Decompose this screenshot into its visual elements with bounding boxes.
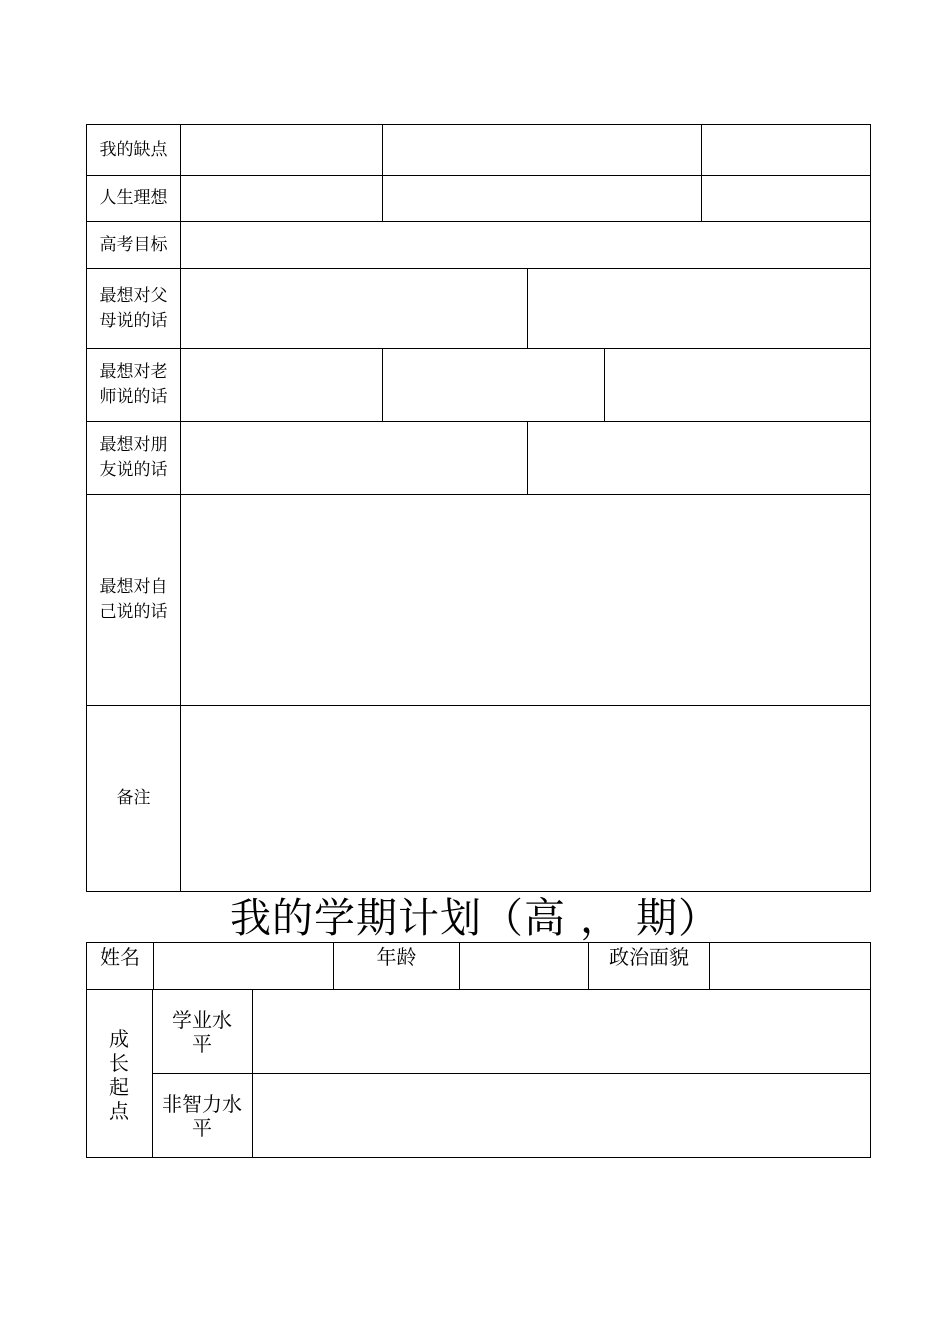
shortcomings-cell-3[interactable] bbox=[702, 125, 870, 175]
to-teachers-cell-3[interactable] bbox=[605, 349, 870, 421]
academic-level-field[interactable] bbox=[253, 990, 870, 1073]
to-friends-cell-2[interactable] bbox=[528, 422, 870, 494]
row-label-to-friends: 最想对朋友说的话 bbox=[99, 435, 168, 480]
academic-level-label: 学业水平 bbox=[172, 1008, 232, 1056]
table-border bbox=[86, 1157, 871, 1158]
shortcomings-cell-2[interactable] bbox=[383, 125, 701, 175]
age-label: 年龄 bbox=[376, 945, 417, 969]
row-label-to-teachers: 最想对老师说的话 bbox=[99, 362, 168, 407]
remarks-cell[interactable] bbox=[181, 706, 870, 891]
name-label: 姓名 bbox=[100, 945, 140, 969]
to-friends-cell-1[interactable] bbox=[181, 422, 527, 494]
table-border bbox=[152, 989, 153, 1158]
exam-goal-cell[interactable] bbox=[181, 222, 870, 268]
non-intellectual-level-label: 非智力水平 bbox=[162, 1092, 242, 1140]
to-parents-cell-1[interactable] bbox=[181, 269, 527, 348]
life-ideal-cell-1[interactable] bbox=[181, 176, 382, 221]
semester-plan-title: 我的学期计划（高 ， 期） bbox=[229, 894, 721, 942]
life-ideal-cell-2[interactable] bbox=[383, 176, 701, 221]
age-field[interactable] bbox=[460, 943, 588, 989]
non-intellectual-level-field[interactable] bbox=[253, 1074, 870, 1157]
table-border bbox=[86, 891, 871, 892]
row-label-life-ideal: 人生理想 bbox=[99, 188, 168, 208]
political-status-label: 政治面貌 bbox=[609, 945, 689, 969]
table-border bbox=[870, 942, 871, 1158]
row-label-exam-goal: 高考目标 bbox=[99, 234, 168, 255]
table-border bbox=[870, 124, 871, 892]
row-label-to-parents: 最想对父母说的话 bbox=[99, 285, 168, 331]
to-parents-cell-2[interactable] bbox=[528, 269, 870, 348]
life-ideal-cell-3[interactable] bbox=[702, 176, 870, 221]
to-self-cell[interactable] bbox=[181, 495, 870, 705]
to-teachers-cell-2[interactable] bbox=[383, 349, 604, 421]
row-label-remarks: 备注 bbox=[116, 788, 151, 808]
name-field[interactable] bbox=[154, 943, 333, 989]
row-label-shortcomings: 我的缺点 bbox=[99, 139, 168, 160]
political-status-field[interactable] bbox=[710, 943, 870, 989]
growth-start-label: 成长起点 bbox=[109, 1027, 129, 1123]
shortcomings-cell-1[interactable] bbox=[181, 125, 382, 175]
to-teachers-cell-1[interactable] bbox=[181, 349, 382, 421]
row-label-to-self: 最想对自己说的话 bbox=[99, 577, 168, 622]
